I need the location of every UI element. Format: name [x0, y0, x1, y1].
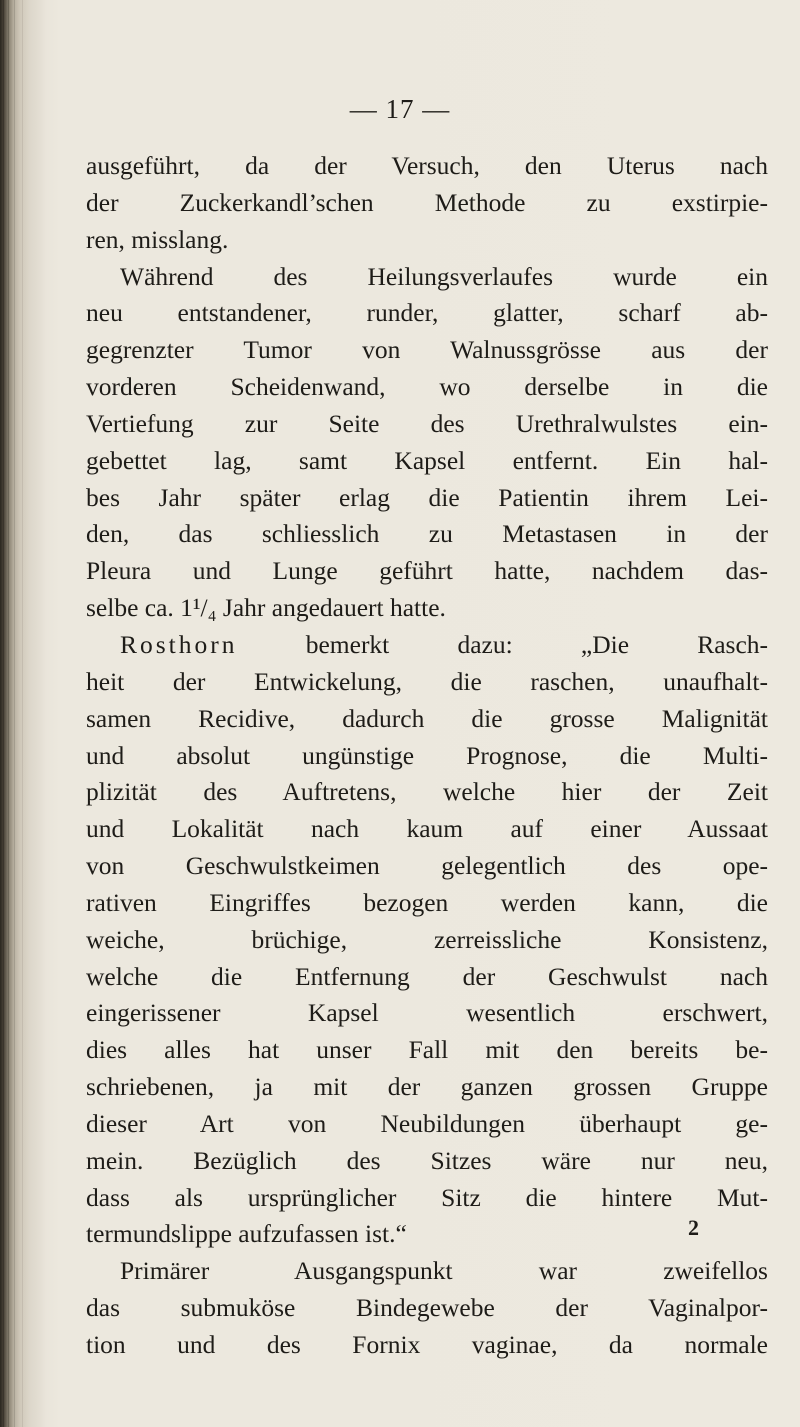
- text-line: und Lokalität nach kaum auf einer Aussaat: [86, 814, 768, 844]
- signature-mark: 2: [688, 1215, 699, 1240]
- text-line: eingerissener Kapsel wesentlich erschwert,: [86, 998, 768, 1028]
- text-line: und absolut ungünstige Prognose, die Multi-: [86, 740, 768, 770]
- text-line: vorderen Scheidenwand, wo derselbe in die: [86, 372, 768, 402]
- text-line: dieser Art von Neubildungen überhaupt ge-: [86, 1108, 768, 1138]
- text-line: heit der Entwickelung, die raschen, unaufhalt-: [86, 666, 768, 696]
- spine-edge-line: [8, 0, 9, 1427]
- text-line: gegrenzter Tumor von Walnussgrösse aus der: [86, 335, 768, 365]
- text-line: plizität des Auftretens, welche hier der Zeit: [86, 777, 768, 807]
- spine-edge-line: [14, 0, 15, 1427]
- text-line: rativen Eingriffes bezogen werden kann, die: [86, 887, 768, 917]
- spine-edge-line: [22, 0, 23, 1427]
- text-line: den, das schliesslich zu Metastasen in der: [86, 519, 768, 549]
- text-line: dies alles hat unser Fall mit den bereits be-: [86, 1035, 768, 1065]
- text-line: von Geschwulstkeimen gelegentlich des ope-: [86, 851, 768, 881]
- text-line: schriebenen, ja mit der ganzen grossen Gruppe: [86, 1072, 768, 1102]
- text-line: mein. Bezüglich des Sitzes wäre nur neu,: [86, 1145, 768, 1175]
- text-line: tion und des Fornix vaginae, da normale: [86, 1330, 768, 1359]
- text-line: welche die Entfernung der Geschwulst nach: [86, 961, 768, 991]
- body-text: [86, 148, 768, 1364]
- text-line: neu entstandener, runder, glatter, scharf ab-: [86, 298, 768, 328]
- text-line: selbe ca. 1¹/₄ Jahr angedauert hatte.: [86, 593, 446, 623]
- text-line: bes Jahr später erlag die Patientin ihrem Lei-: [86, 482, 768, 512]
- text-line: dass als ursprünglicher Sitz die hintere Mut-: [86, 1182, 768, 1212]
- text-line: ausgeführt, da der Versuch, den Uterus nach: [86, 151, 768, 180]
- text-line: Während des Heilungsverlaufes wurde ein: [120, 261, 768, 291]
- author-name: Rosthorn: [120, 629, 238, 659]
- book-spine-shadow: [0, 0, 46, 1427]
- text-line: Vertiefung zur Seite des Urethralwulstes ein-: [86, 408, 768, 438]
- text-line: ren, misslang.: [86, 224, 229, 254]
- text-line: [86, 627, 768, 664]
- text-line: termundslippe aufzufassen ist.“: [86, 1219, 407, 1249]
- text-line: Primärer Ausgangspunkt war zweifellos: [120, 1256, 768, 1286]
- text-line: samen Recidive, dadurch die grosse Malignität: [86, 703, 768, 733]
- text-line: weiche, brüchige, zerreissliche Konsistenz,: [86, 924, 768, 954]
- page-number: — 17 —: [349, 94, 451, 124]
- spine-edge-line: [3, 0, 4, 1427]
- text-line: gebettet lag, samt Kapsel entfernt. Ein hal-: [86, 445, 768, 475]
- text-line: der Zuckerkandl’schen Methode zu exstirpie-: [86, 187, 768, 217]
- text-line: Pleura und Lunge geführt hatte, nachdem das-: [86, 556, 768, 586]
- text-line-rest: bemerkt dazu: „Die Rasch-: [305, 629, 768, 659]
- text-line: das submuköse Bindegewebe der Vaginalpor-: [86, 1293, 768, 1323]
